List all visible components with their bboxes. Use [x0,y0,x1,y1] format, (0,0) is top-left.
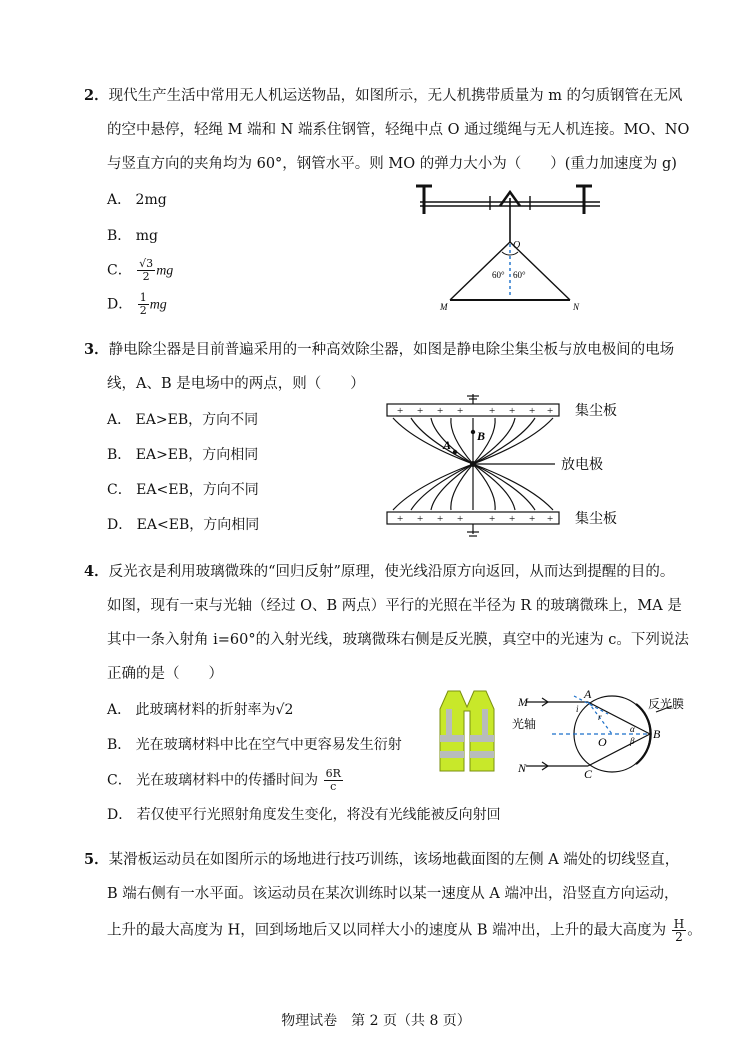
q5-line3: 上升的最大高度为 H，回到场地后又以同样大小的速度从 B 端冲出，上升的最大高度为 [107,922,667,939]
q2-figure [410,180,610,315]
q3-number: 3． [84,341,109,358]
q2-option-c-label: C． [107,262,132,279]
q2-option-d-mg: mg [149,297,167,313]
frac-den: c [330,780,337,793]
bottom-plate-label: 集尘板 [575,511,617,527]
q3-line1: 静电除尘器是目前普遍采用的一种高效除尘器，如图是静电除尘集尘板与放电极间的电场 [108,342,675,358]
q2-text-line1 [84,86,683,106]
svg-text:+: + [529,405,536,417]
q3-option-b[interactable]: B． EA>EB，方向相同 [107,447,259,463]
q5-number: 5． [84,851,109,868]
q4-option-c-label: C． 光在玻璃材料中的传播时间为 [107,772,319,789]
q3-text-line1 [84,340,674,360]
svg-text:+: + [457,513,464,525]
label-c: C [584,767,593,780]
label-b: B [477,429,486,443]
svg-text:+: + [437,513,444,525]
film-label: 反光膜 [648,697,685,711]
label-n: N [518,761,527,775]
label-b: B [653,727,661,741]
frac-den: 2 [142,270,150,283]
q4-text-line1 [84,562,674,582]
q2-text-line2: 的空中悬停，轻绳 M 端和 N 端系住钢管，轻绳中点 O 通过缆绳与无人机连接。MO、NO [107,122,690,138]
angle-right-label: 60° [513,270,526,280]
q5-text-line3 [107,918,702,943]
point-b [471,430,475,434]
svg-text:+: + [457,405,464,417]
svg-text:+: + [547,405,554,417]
label-i: i [576,704,579,714]
svg-text:+: + [417,405,424,417]
top-plate-label: 集尘板 [575,403,617,419]
q4-option-d[interactable]: D． 若仅使平行光照射角度发生变化，将没有光线能被反向射回 [107,807,501,823]
q4-option-c-fraction [324,768,343,793]
q5-fraction [672,918,686,943]
label-m: M [518,695,528,709]
frac-num: H [673,917,685,931]
q3-option-c[interactable]: C． EA<EB，方向不同 [107,482,259,498]
q4-text-line4: 正确的是（ ） [107,666,223,682]
q2-option-d-label: D． [107,296,133,313]
svg-text:+: + [489,405,496,417]
q2-option-d-fraction [138,292,149,317]
q4-number: 4． [84,563,109,580]
label-o: O [513,240,521,251]
q2-option-d[interactable] [107,292,167,317]
label-alpha: α [630,724,635,734]
svg-text:+: + [509,513,516,525]
q4-line1: 反光衣是利用玻璃微珠的“回归反射”原理，使光线沿原方向返回，从而达到提醒的目的。 [108,564,675,580]
axis-label: 光轴 [512,717,537,731]
q4-option-a[interactable]: A． 此玻璃材料的折射率为√2 [107,702,294,718]
svg-text:+: + [547,513,554,525]
q2-option-c-mg: mg [156,263,174,279]
svg-text:+: + [397,513,404,525]
q5-line1: 某滑板运动员在如图所示的场地进行技巧训练，该场地截面图的左侧 A 端处的切线竖直， [108,852,680,868]
q2-option-a[interactable]: A． 2mg [107,192,167,208]
label-a: A [584,688,592,701]
q3-option-d[interactable]: D． EA<EB，方向相同 [107,517,260,533]
frac-num: √3 [139,257,154,270]
svg-text:+: + [529,513,536,525]
svg-text:+: + [489,513,496,525]
label-n: N [573,302,580,312]
frac-num: 6R [325,767,341,780]
q2-number: 2． [84,87,109,104]
svg-text:+: + [437,405,444,417]
label-a: A [443,438,452,452]
electrode-dot [470,461,476,467]
point-a [453,450,457,454]
svg-text:+: + [397,405,404,417]
q3-figure [385,392,645,540]
svg-text:+: + [417,513,424,525]
label-r: r [598,712,602,722]
label-o: O [598,735,607,749]
frac-den: 2 [675,930,683,944]
q5-end: 。 [687,922,702,939]
q4-text-line2: 如图，现有一束与光轴（经过 O、B 两点）平行的光照在半径为 R 的玻璃微珠上，MA 是 [107,598,682,614]
q2-option-b[interactable]: B． mg [107,228,158,244]
q5-text-line2: B 端右侧有一水平面。该运动员在某次训练时以某一速度从 A 端冲出，沿竖直方向运动， [107,886,679,902]
q4-figure [512,688,690,780]
svg-text:+: + [509,405,516,417]
q2-option-c[interactable] [107,258,173,283]
page-footer: 物理试卷 第 2 页（共 8 页） [281,1013,471,1029]
frac-num: 1 [139,291,147,304]
q4-text-line3: 其中一条入射角 i=60°的入射光线，玻璃微珠右侧是反光膜，真空中的光速为 c。下列说法 [107,632,689,648]
q2-line1: 现代生产生活中常用无人机运送物品，如图所示，无人机携带质量为 m 的匀质钢管在无风 [108,88,683,104]
q2-text-line3: 与竖直方向的夹角均为 60°，钢管水平。则 MO 的弹力大小为（ ）(重力加速度为 g) [107,156,677,172]
frac-den: 2 [139,304,147,317]
label-beta: β [630,736,635,746]
electrode-label: 放电极 [561,457,603,473]
q5-text-line1 [84,850,679,870]
angle-left-label: 60° [492,270,505,280]
q2-option-c-fraction [137,258,155,283]
reflective-vest-image [438,685,496,775]
q3-text-line2: 线，A、B 是电场中的两点，则（ ） [107,376,365,392]
q4-option-c[interactable] [107,768,344,793]
label-m: M [440,302,448,312]
q3-option-a[interactable]: A． EA>EB，方向不同 [107,412,259,428]
q4-option-b[interactable]: B． 光在玻璃材料中比在空气中更容易发生衍射 [107,737,402,753]
